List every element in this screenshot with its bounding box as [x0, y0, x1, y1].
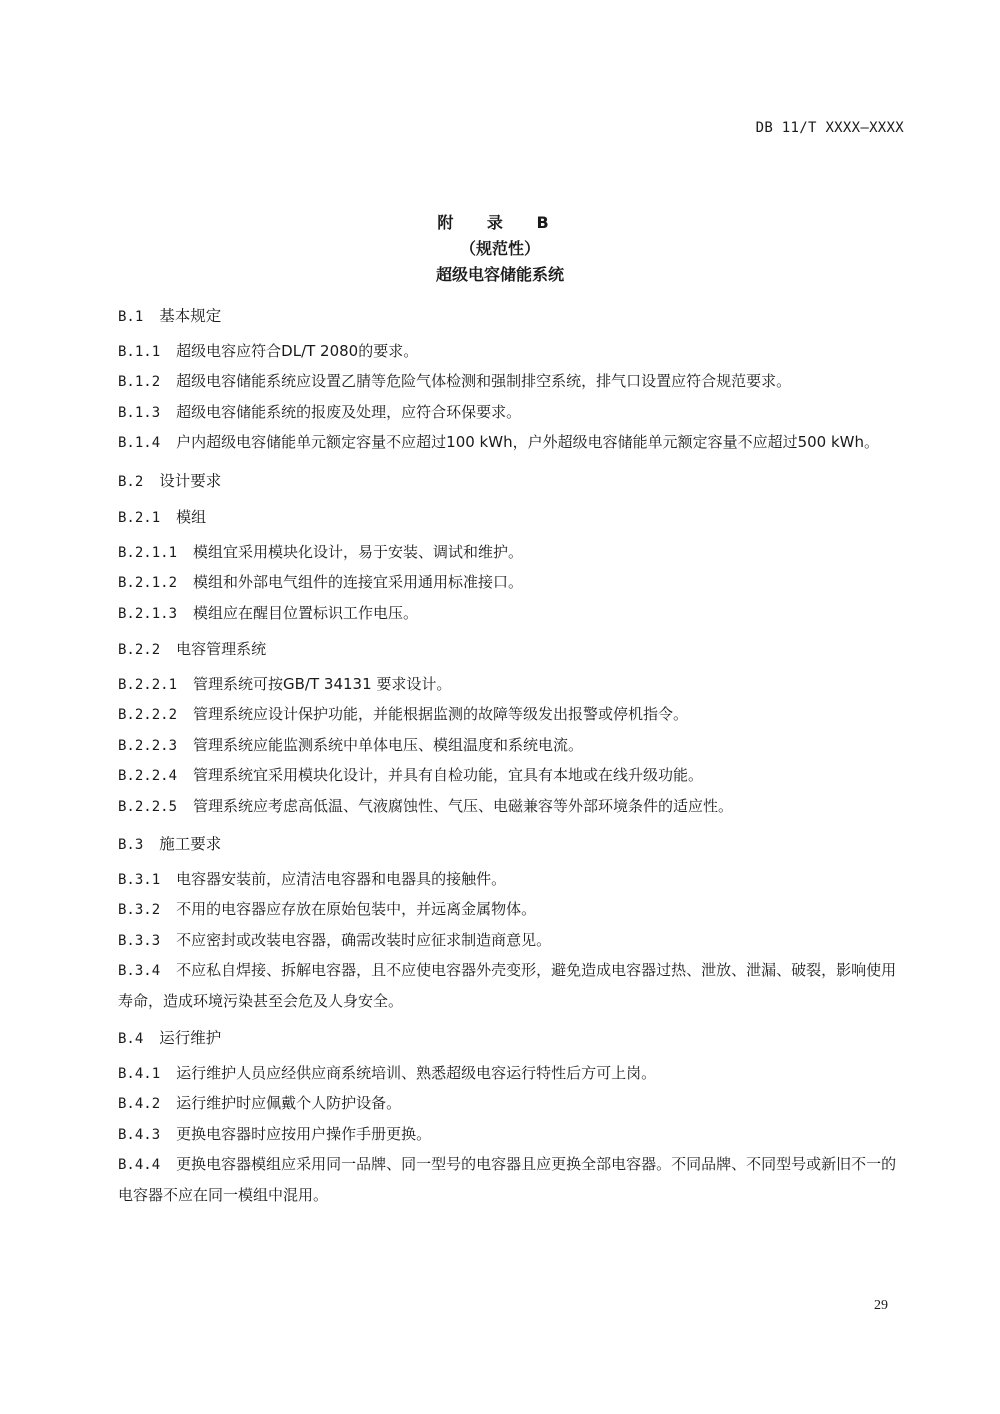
clause-number: B.2.1: [118, 510, 161, 526]
clause: [118, 599, 908, 630]
clause-text: 不应密封或改装电容器，确需改装时应征求制造商意见。: [176, 930, 552, 949]
clause-text: 更换电容器时应按用户操作手册更换。: [176, 1124, 432, 1143]
clause: [118, 568, 908, 599]
clause-text: 管理系统应能监测系统中单体电压、模组温度和系统电流。: [193, 735, 584, 754]
clause-text: 电容器安装前，应清洁电容器和电器具的接触件。: [176, 869, 507, 888]
clause-number: B.2.2.2: [118, 707, 178, 723]
document-code: DB 11/T XXXX—XXXX: [755, 120, 904, 136]
clause: [118, 700, 908, 731]
clause-text: 超级电容应符合DL/T 2080的要求。: [176, 341, 419, 360]
clause-text: 运行维护: [159, 1029, 222, 1047]
clause-number: B.1.1: [118, 343, 161, 360]
clause-number: B.2.1.2: [118, 575, 178, 591]
clause-text: 运行维护人员应经供应商系统培训、熟悉超级电容运行特性后方可上岗。: [176, 1063, 657, 1082]
section-heading: [118, 467, 908, 498]
clause-number: B.3.1: [118, 871, 161, 888]
section-heading: [118, 302, 908, 333]
clause-number: B.1: [118, 309, 144, 325]
clause: [118, 337, 908, 368]
clause-number: B.2.2.3: [118, 737, 178, 754]
clause-text: 不应私自焊接、拆解电容器，且不应使电容器外壳变形，避免造成电容器过热、泄放、泄漏、破裂，影响使用寿命，造成环境污染甚至会危及人身安全。: [118, 961, 897, 1010]
clause-number: B.1.3: [118, 404, 161, 421]
clause-text: 施工要求: [159, 835, 222, 853]
clause-text: 管理系统宜采用模块化设计，并具有自检功能，宜具有本地或在线升级功能。: [193, 766, 704, 784]
clause-number: B.2.2.4: [118, 768, 178, 784]
clause-text: 不用的电容器应存放在原始包装中，并远离金属物体。: [176, 900, 537, 918]
clause-number: B.2.2.1: [118, 676, 178, 693]
clause-number: B.3.3: [118, 932, 161, 949]
clause-text: 模组和外部电气组件的连接宜采用通用标准接口。: [193, 573, 524, 591]
clause: [118, 956, 908, 1016]
clause: [118, 731, 908, 762]
clause-text: 设计要求: [159, 471, 222, 490]
clause-number: B.3.2: [118, 902, 161, 918]
clause-text: 户内超级电容储能单元额定容量不应超过100 kWh，户外超级电容储能单元额定容量不应超过500 kWh。: [176, 433, 880, 451]
clause-text: 模组: [176, 508, 207, 526]
clause: [118, 895, 908, 926]
appendix-heading: [0, 210, 1000, 288]
clause-number: B.2.2.5: [118, 798, 178, 815]
clause: [118, 398, 908, 429]
clause: [118, 1150, 908, 1210]
clause: [118, 1059, 908, 1090]
document-body: [118, 302, 908, 1210]
clause: [118, 1120, 908, 1151]
clause-text: 管理系统应设计保护功能，并能根据监测的故障等级发出报警或停机指令。: [193, 705, 689, 723]
clause: [118, 670, 908, 701]
clause-number: B.4: [118, 1031, 144, 1047]
clause-text: 超级电容储能系统应设置乙腈等危险气体检测和强制排空系统，排气口设置应符合规范要求。: [176, 372, 792, 390]
section-heading: [118, 1024, 908, 1055]
clause-text: 管理系统可按GB/T 34131 要求设计。: [193, 674, 452, 693]
appendix-nature: （规范性）: [459, 239, 540, 258]
clause-text: 运行维护时应佩戴个人防护设备。: [176, 1094, 402, 1112]
clause-number: B.4.4: [118, 1157, 161, 1173]
clause-number: B.4.3: [118, 1126, 161, 1143]
clause-text: 超级电容储能系统的报废及处理，应符合环保要求。: [176, 402, 522, 421]
clause: [118, 761, 908, 792]
clause-text: 电容管理系统: [176, 640, 267, 658]
clause: [118, 367, 908, 398]
clause-text: 更换电容器模组应采用同一品牌、同一型号的电容器且应更换全部电容器。不同品牌、不同型号或新旧不一的电容器不应在同一模组中混用。: [118, 1155, 897, 1204]
clause: [118, 926, 908, 957]
page-number: 29: [874, 1298, 888, 1313]
subsection-heading: [118, 635, 908, 666]
clause-number: B.2.1.1: [118, 544, 178, 561]
clause-number: B.4.1: [118, 1065, 161, 1082]
clause: [118, 428, 908, 459]
appendix-name: 超级电容储能系统: [435, 265, 564, 284]
clause-number: B.2.1.3: [118, 605, 178, 622]
clause-number: B.4.2: [118, 1096, 161, 1112]
appendix-title: 附 录 B: [437, 213, 563, 232]
clause: [118, 865, 908, 896]
clause: [118, 792, 908, 823]
clause-text: 管理系统应考虑高低温、气液腐蚀性、气压、电磁兼容等外部环境条件的适应性。: [193, 796, 734, 815]
clause-text: 基本规定: [159, 307, 222, 325]
clause: [118, 1089, 908, 1120]
clause-number: B.2.2: [118, 642, 161, 658]
subsection-heading: [118, 503, 908, 534]
clause-text: 模组应在醒目位置标识工作电压。: [193, 603, 419, 622]
clause-number: B.3: [118, 837, 144, 853]
clause: [118, 538, 908, 569]
clause-number: B.3.4: [118, 963, 161, 979]
clause-text: 模组宜采用模块化设计，易于安装、调试和维护。: [193, 542, 524, 561]
clause-number: B.2: [118, 473, 144, 490]
clause-number: B.1.4: [118, 435, 161, 451]
section-heading: [118, 830, 908, 861]
clause-number: B.1.2: [118, 374, 161, 390]
